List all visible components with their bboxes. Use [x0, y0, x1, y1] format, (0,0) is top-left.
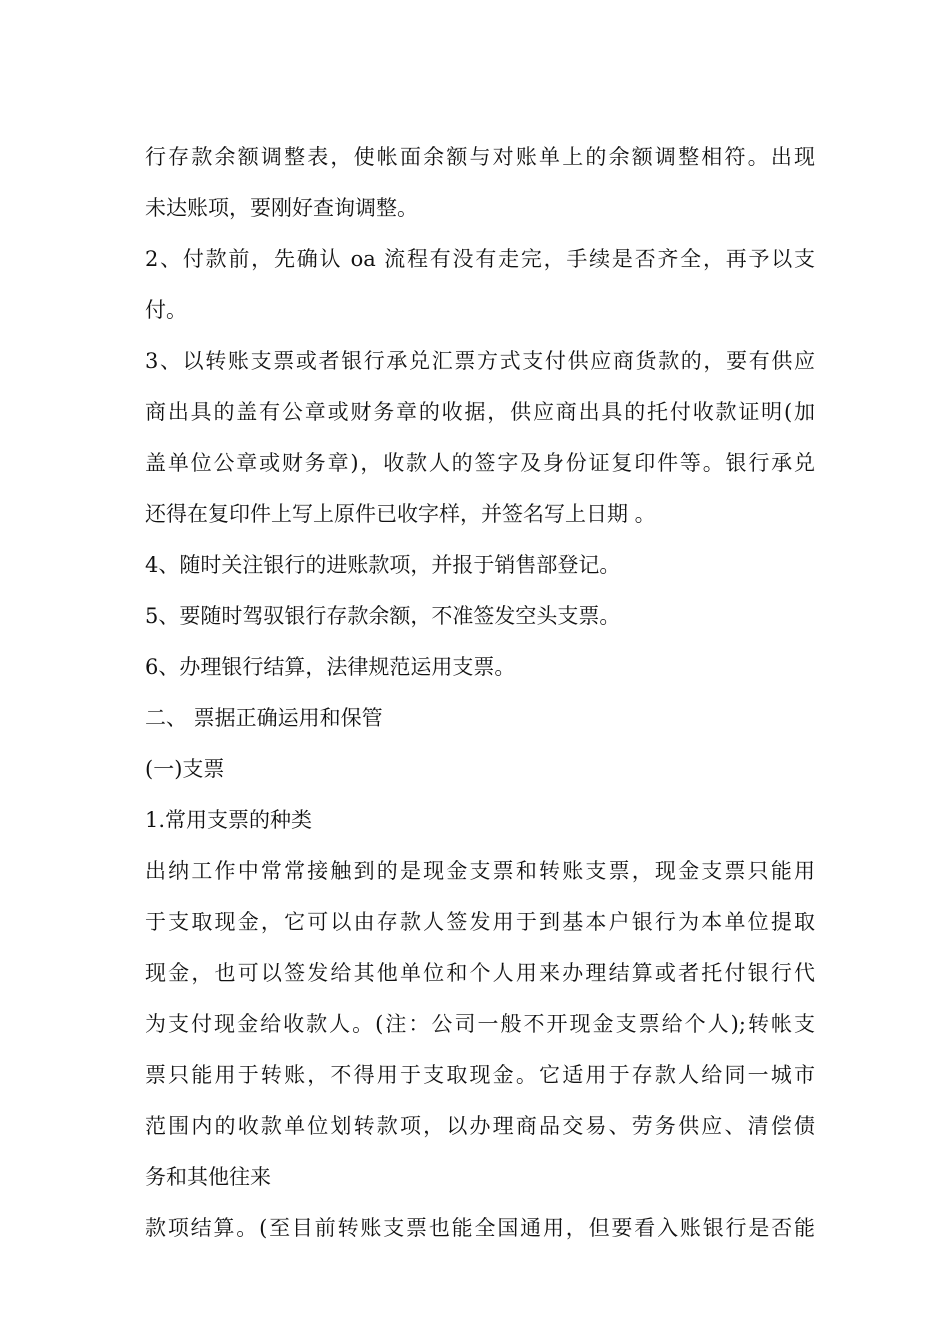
text-line: 盖单位公章或财务章)，收款人的签字及身份证复印件等。银行承兑: [145, 451, 815, 475]
text-line: 现金，也可以签发给其他单位和个人用来办理结算或者托付银行代: [145, 961, 815, 985]
text-line: 2、付款前，先确认 oa 流程有没有走完，手续是否齐全，再予以支: [145, 247, 815, 271]
subsection-heading: 1.常用支票的种类: [145, 808, 313, 832]
section-heading: 二、 票据正确运用和保管: [145, 706, 383, 730]
text-line: 行存款余额调整表，使帐面余额与对账单上的余额调整相符。出现: [145, 145, 815, 169]
subsection-heading: (一)支票: [145, 757, 225, 781]
text-line: 于支取现金，它可以由存款人签发用于到基本户银行为本单位提取: [145, 910, 815, 934]
text-line: 付。: [145, 298, 187, 322]
text-line: 为支付现金给收款人。(注：公司一般不开现金支票给个人);转帐支: [145, 1012, 815, 1036]
text-line: 4、随时关注银行的进账款项，并报于销售部登记。: [145, 553, 621, 577]
text-line: 6、办理银行结算，法律规范运用支票。: [145, 655, 516, 679]
text-line: 范围内的收款单位划转款项，以办理商品交易、劳务供应、清偿债: [145, 1114, 815, 1138]
text-line: 还得在复印件上写上原件已收字样，并签名写上日期 。: [145, 502, 656, 526]
text-line: 3、以转账支票或者银行承兑汇票方式支付供应商货款的，要有供应: [145, 349, 815, 373]
text-line: 商出具的盖有公章或财务章的收据，供应商出具的托付收款证明(加: [145, 400, 815, 424]
text-line: 5、要随时驾驭银行存款余额，不准签发空头支票。: [145, 604, 621, 628]
text-line: 款项结算。(至目前转账支票也能全国通用，但要看入账银行是否能: [145, 1216, 815, 1240]
text-line: 务和其他往来: [145, 1165, 271, 1189]
document-body: [145, 132, 815, 1254]
text-line: 出纳工作中常常接触到的是现金支票和转账支票，现金支票只能用: [145, 859, 815, 883]
text-line: 票只能用于转账，不得用于支取现金。它适用于存款人给同一城市: [145, 1063, 815, 1087]
text-line: 未达账项，要刚好查询调整。: [145, 196, 418, 220]
